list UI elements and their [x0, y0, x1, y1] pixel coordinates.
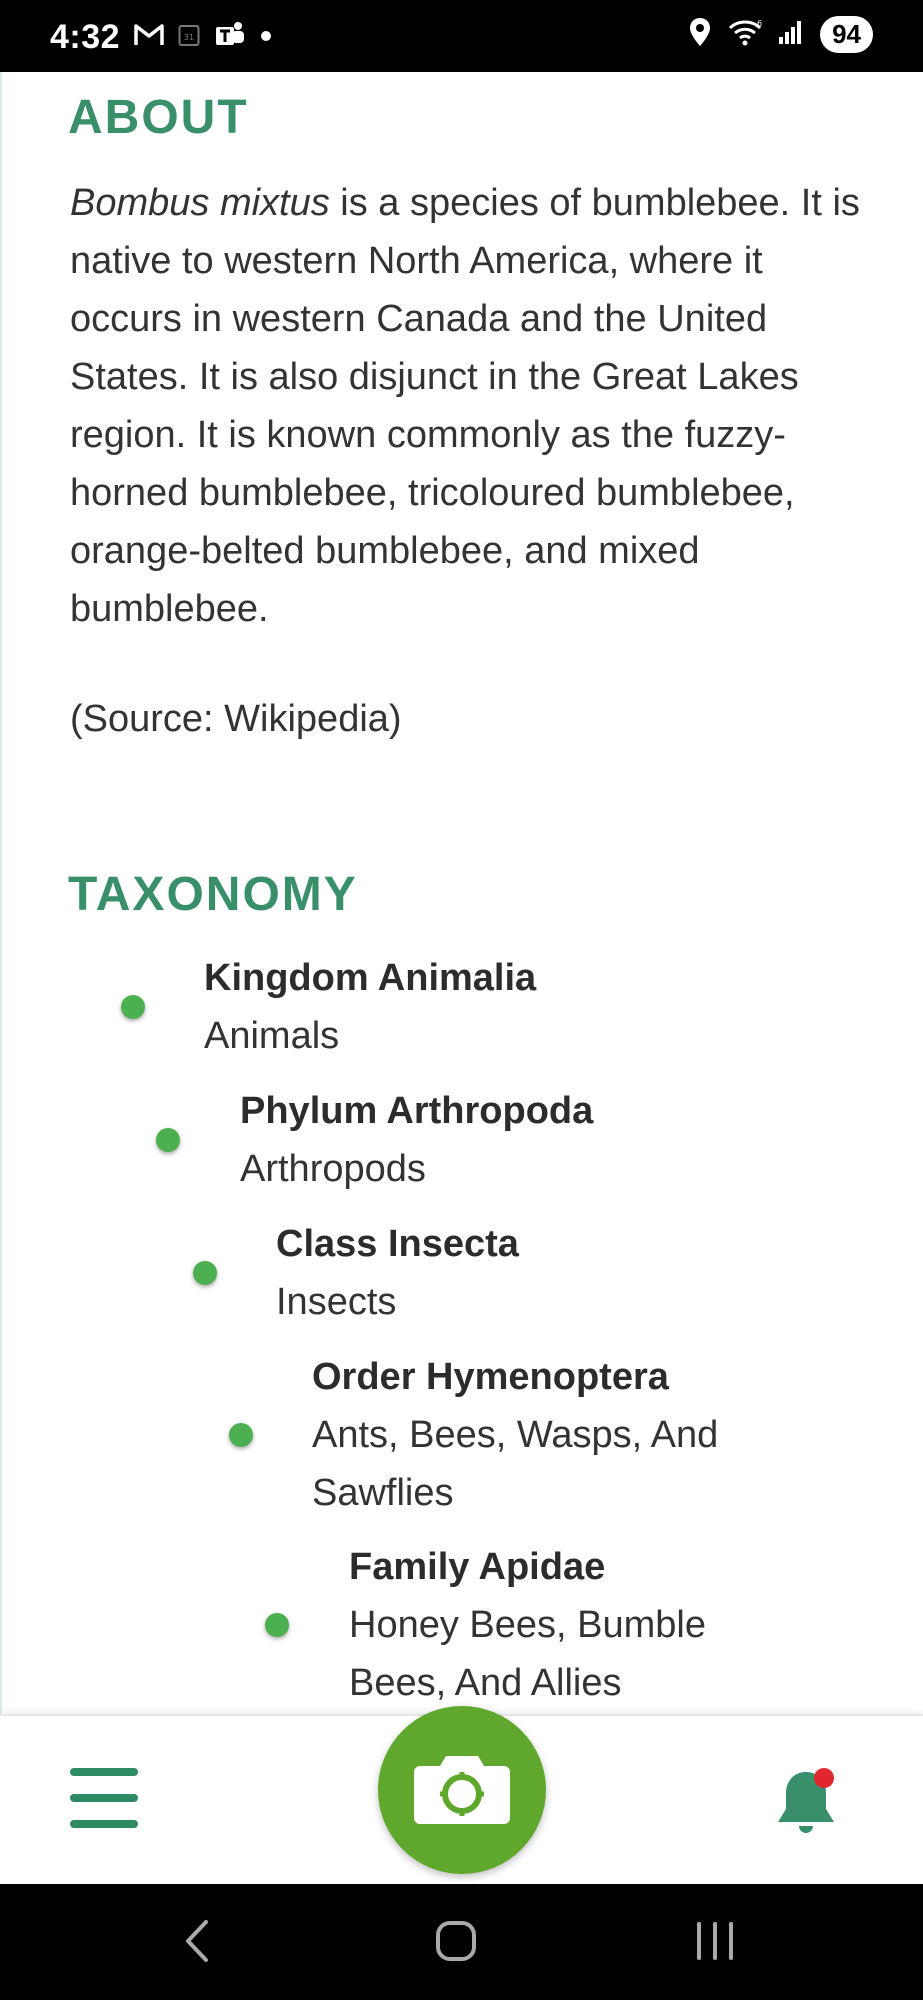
- menu-line: [70, 1768, 138, 1776]
- species-name: Bombus mixtus: [70, 182, 330, 224]
- home-icon[interactable]: [434, 1916, 478, 1971]
- taxonomy-rank: Order Hymenoptera: [312, 1356, 669, 1398]
- menu-line: [70, 1820, 138, 1828]
- taxonomy-rank: Kingdom Animalia: [204, 957, 537, 999]
- taxonomy-rank: Phylum Arthropoda: [240, 1090, 594, 1132]
- camera-icon: [412, 1750, 512, 1831]
- taxonomy-rank: Family Apidae: [349, 1546, 606, 1588]
- taxonomy-common-name: Animals: [204, 1015, 340, 1057]
- about-description: [70, 174, 860, 638]
- svg-text:6: 6: [757, 19, 763, 28]
- taxonomy-bullet-icon: [156, 1128, 180, 1152]
- about-description-text: is a species of bumblebee. It is native to western North America, where it occurs in western Canada and the United States. It is also disjunct in the Great Lakes region. It is known commonly as the fuzzy-horned bumblebee, tricoloured bumblebee, orange-belted bumblebee, and mixed bumblebee.: [70, 182, 860, 630]
- taxonomy-common-name: Arthropods: [240, 1148, 426, 1190]
- calendar-icon: [178, 23, 200, 52]
- menu-line: [70, 1794, 138, 1802]
- system-nav-bar: [0, 1884, 923, 2000]
- bell-icon: [770, 1827, 846, 1844]
- taxonomy-bullet-icon: [265, 1613, 289, 1637]
- taxonomy-bullet-icon: [229, 1423, 253, 1447]
- taxonomy-common-name: Honey Bees, Bumble Bees, And Allies: [349, 1604, 706, 1704]
- status-right: [688, 16, 873, 53]
- recent-apps-icon[interactable]: [693, 1916, 737, 1971]
- status-bar: [0, 0, 923, 72]
- notification-badge: [814, 1768, 834, 1788]
- teams-icon: [214, 21, 246, 54]
- status-time: 4:32: [50, 18, 121, 56]
- signal-icon: [778, 19, 804, 50]
- taxonomy-rank: Class Insecta: [276, 1223, 519, 1265]
- notifications-button[interactable]: [770, 1764, 846, 1840]
- taxonomy-common-name: Ants, Bees, Wasps, And Sawflies: [312, 1414, 719, 1514]
- battery-level: 94: [820, 16, 873, 53]
- bottom-nav: [0, 1714, 923, 1884]
- camera-button[interactable]: [378, 1706, 546, 1874]
- taxonomy-bullet-icon: [121, 995, 145, 1019]
- taxonomy-bullet-icon: [193, 1261, 217, 1285]
- wifi-icon: [728, 18, 762, 51]
- about-title: ABOUT: [68, 91, 249, 144]
- location-icon: [688, 17, 712, 52]
- svg-text:31: 31: [183, 33, 195, 42]
- dot-icon: [260, 29, 272, 47]
- status-left: [50, 18, 272, 57]
- taxonomy-common-name: Insects: [276, 1281, 397, 1323]
- about-source: (Source: Wikipedia): [70, 698, 402, 740]
- taxonomy-title: TAXONOMY: [68, 868, 358, 921]
- species-detail-content[interactable]: [0, 72, 923, 1714]
- gmail-icon: [134, 23, 164, 52]
- back-icon[interactable]: [180, 1916, 216, 1971]
- hamburger-menu-icon[interactable]: [70, 1768, 138, 1828]
